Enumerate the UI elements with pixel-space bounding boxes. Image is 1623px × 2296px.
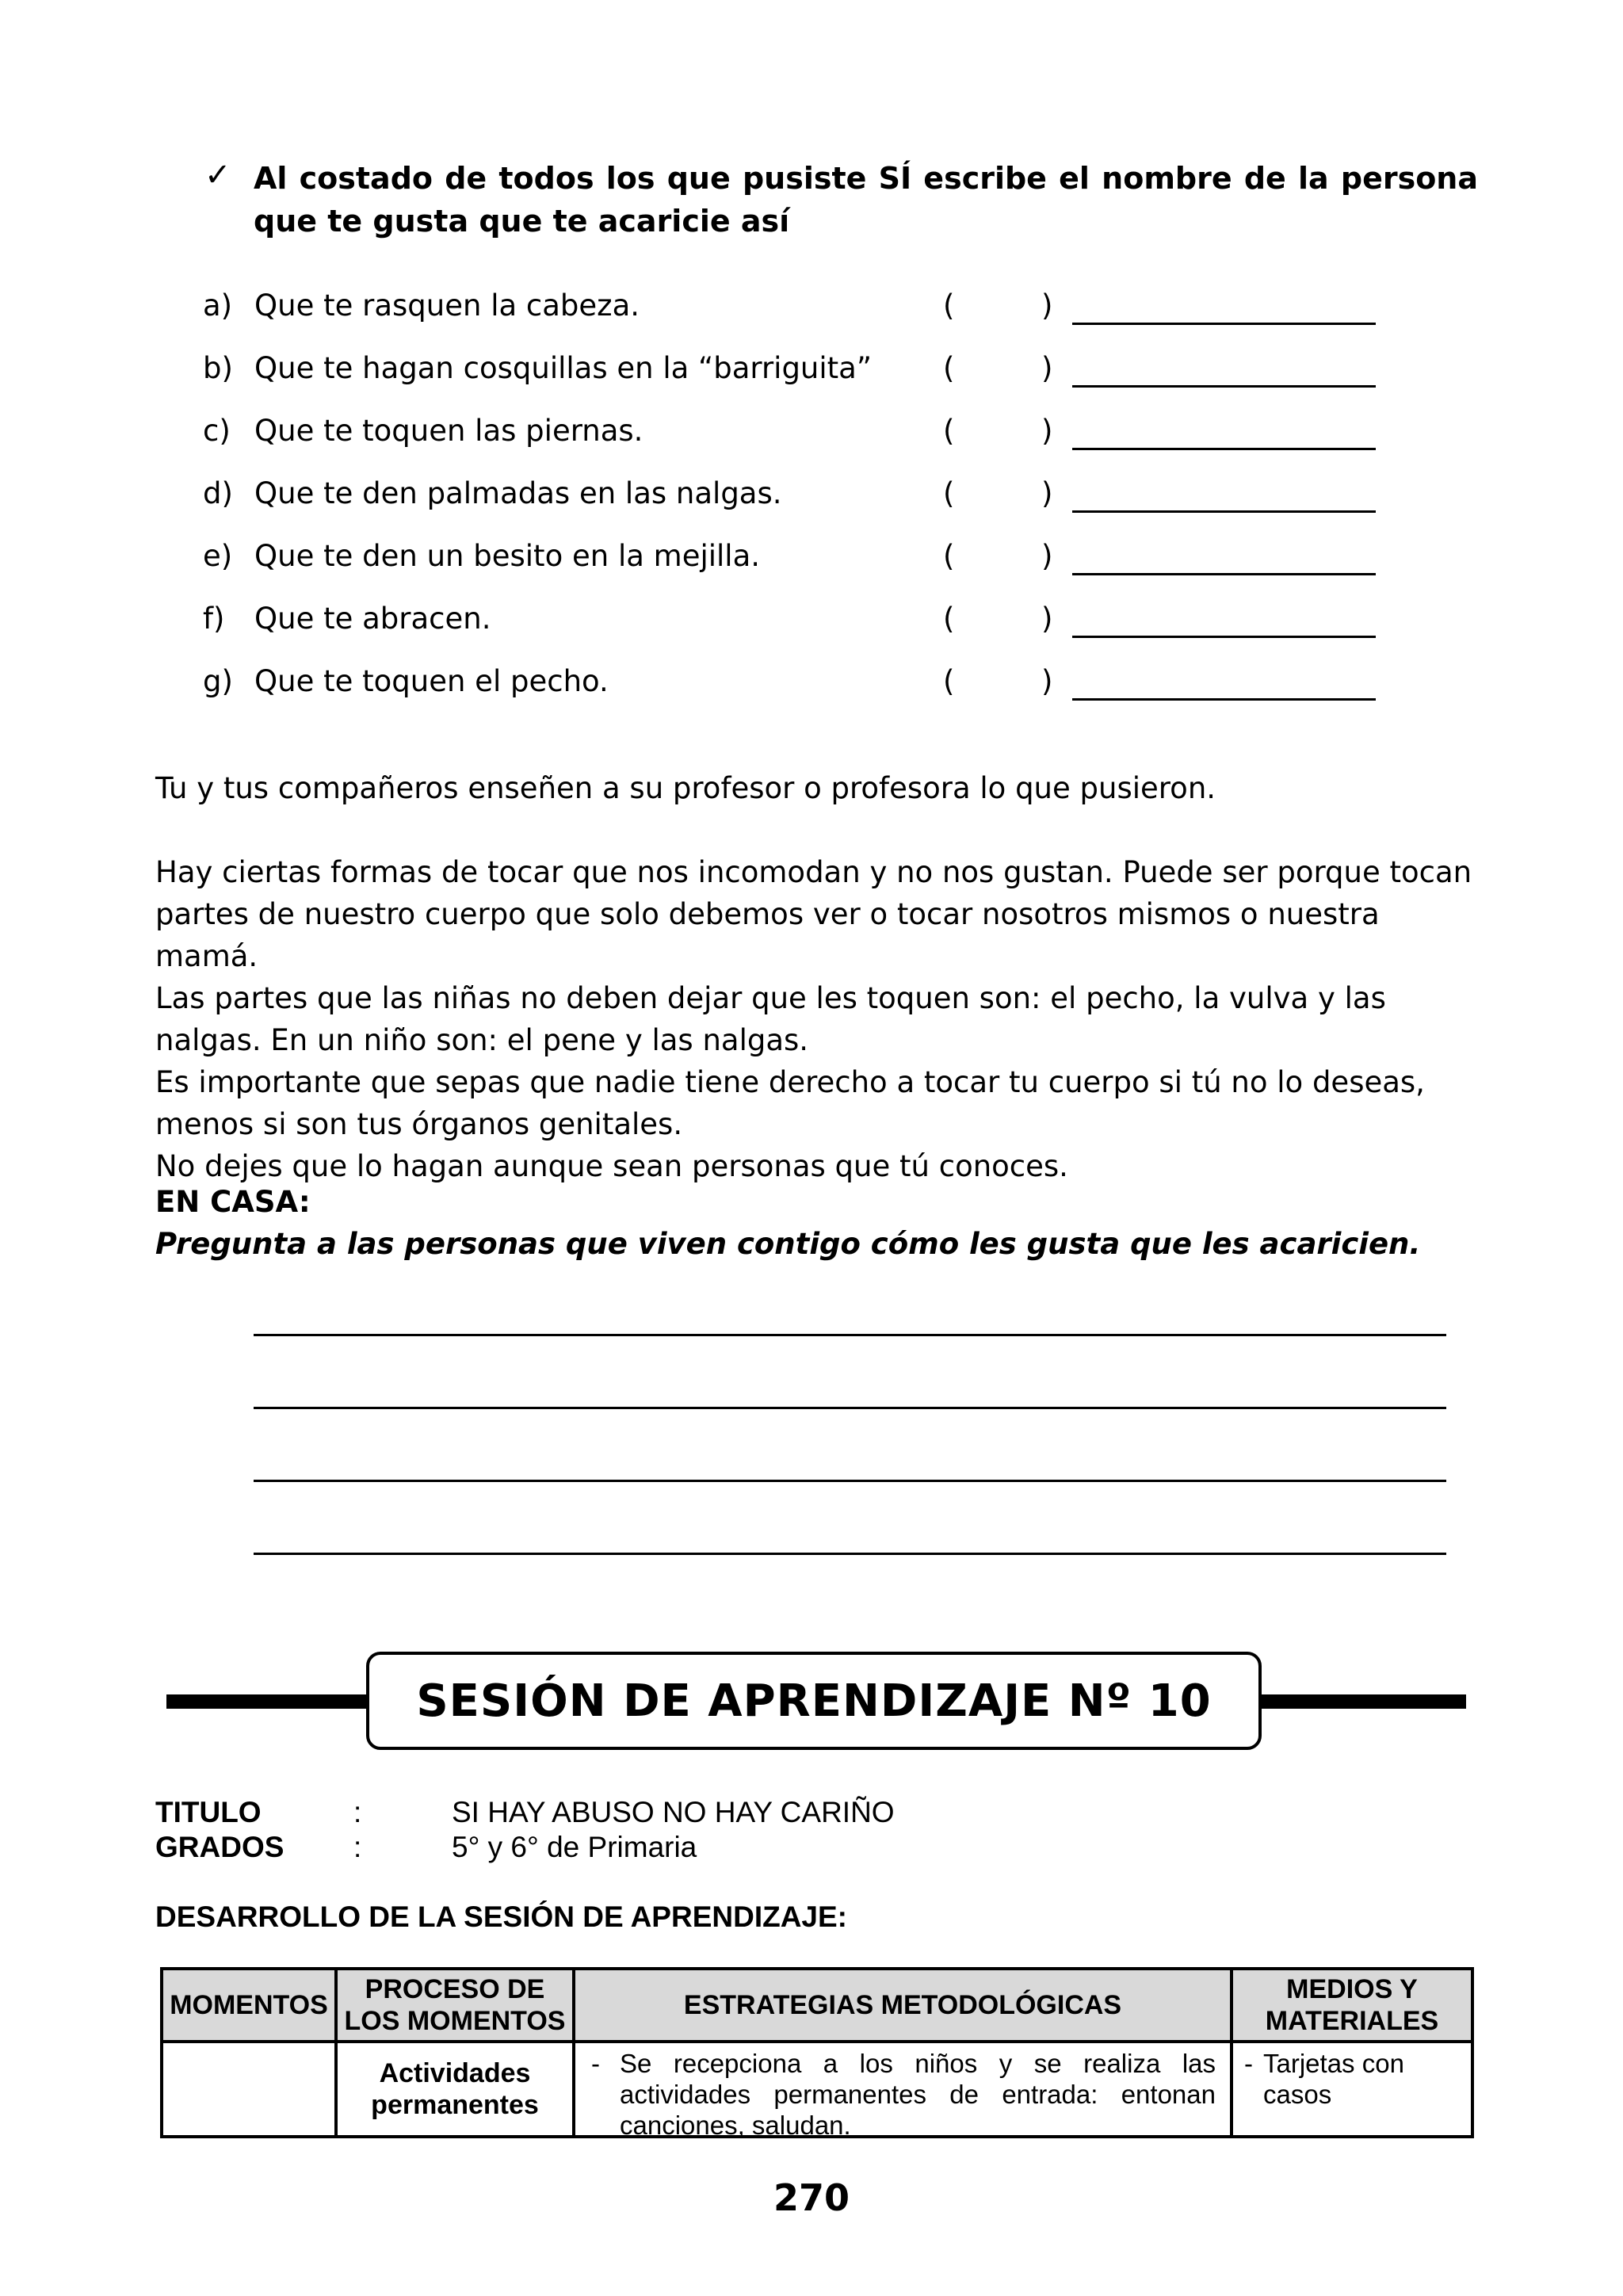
item-text: Que te toquen las piernas. <box>254 414 643 448</box>
cell-proceso <box>334 2043 575 2138</box>
list-item <box>203 476 1392 524</box>
medios-text: Tarjetas con casos <box>1263 2049 1404 2109</box>
bullet-dash: - <box>1244 2049 1253 2078</box>
cell-medios <box>1230 2043 1474 2138</box>
writing-line[interactable] <box>254 1407 1446 1409</box>
paren-close: ) <box>1041 351 1053 385</box>
home-question: Pregunta a las personas que viven contigo cómo les gusta que les acaricien. <box>155 1227 1421 1261</box>
explanation-line: No dejes que lo hagan aunque sean personas que tú conoces. <box>155 1149 1068 1183</box>
paren-close: ) <box>1041 414 1053 448</box>
paren-close: ) <box>1041 476 1053 510</box>
paren-open: ( <box>943 664 955 698</box>
session-banner <box>366 1652 1262 1750</box>
answer-line[interactable] <box>1072 698 1376 701</box>
paren-close: ) <box>1041 288 1053 323</box>
share-instruction: Tu y tus compañeros enseñen a su profesor o profesora lo que pusieron. <box>155 771 1216 805</box>
answer-line[interactable] <box>1072 448 1376 450</box>
list-item <box>203 414 1392 461</box>
list-item <box>203 288 1392 336</box>
banner-rule-right <box>1258 1694 1466 1709</box>
writing-line[interactable] <box>254 1480 1446 1482</box>
item-text: Que te toquen el pecho. <box>254 664 609 698</box>
bullet-dash: - <box>591 2049 600 2078</box>
header-label: MEDIOS Y MATERIALES <box>1265 1974 1439 2036</box>
grados-label: GRADOS <box>155 1831 285 1863</box>
paren-open: ( <box>943 351 955 385</box>
session-table <box>160 1967 1474 2140</box>
answer-line[interactable] <box>1072 510 1376 513</box>
item-letter: d) <box>203 476 233 510</box>
paren-close: ) <box>1041 539 1053 573</box>
writing-line[interactable] <box>254 1553 1446 1555</box>
answer-line[interactable] <box>1072 636 1376 638</box>
paren-close: ) <box>1041 602 1053 636</box>
list-item <box>203 539 1392 586</box>
titulo-colon: : <box>353 1796 362 1828</box>
writing-line[interactable] <box>254 1334 1446 1336</box>
grados-value: 5° y 6° de Primaria <box>452 1831 697 1863</box>
paren-open: ( <box>943 476 955 510</box>
banner-rule-left <box>166 1694 369 1709</box>
page-number: 270 <box>773 2176 850 2219</box>
cell-momento <box>160 2043 338 2138</box>
answer-line[interactable] <box>1072 573 1376 575</box>
item-letter: c) <box>203 414 231 448</box>
answer-line[interactable] <box>1072 385 1376 388</box>
development-title: DESARROLLO DE LA SESIÓN DE APRENDIZAJE: <box>155 1901 848 1933</box>
list-item <box>203 602 1392 649</box>
paren-open: ( <box>943 288 955 323</box>
paren-open: ( <box>943 414 955 448</box>
list-item <box>203 664 1392 712</box>
header-label: MOMENTOS <box>170 1990 328 2020</box>
header-label: PROCESO DE LOS MOMENTOS <box>344 1974 566 2036</box>
instruction-text: Al costado de todos los que pusiste SÍ escribe el nombre de la persona que te gusta que te acaricie así <box>254 161 1478 239</box>
session-title: SESIÓN DE APRENDIZAJE Nº 10 <box>416 1675 1212 1727</box>
header-estrategias <box>572 1967 1233 2043</box>
estrategia-text: Se recepciona a los niños y se realiza las actividades permanentes de entrada: entonan canciones, saludan. <box>620 2049 1216 2140</box>
item-letter: b) <box>203 351 233 385</box>
item-text: Que te abracen. <box>254 602 491 636</box>
proceso-text: Actividades permanentes <box>371 2058 539 2120</box>
header-label: ESTRATEGIAS METODOLÓGICAS <box>683 1990 1122 2020</box>
item-text: Que te den un besito en la mejilla. <box>254 539 761 573</box>
header-medios <box>1230 1967 1474 2043</box>
list-item <box>203 351 1392 399</box>
item-text: Que te hagan cosquillas en la “barriguita” <box>254 351 873 385</box>
titulo-label: TITULO <box>155 1796 262 1828</box>
item-text: Que te den palmadas en las nalgas. <box>254 476 782 510</box>
header-proceso <box>334 1967 575 2043</box>
item-letter: a) <box>203 288 233 323</box>
explanation-line: Es importante que sepas que nadie tiene derecho a tocar tu cuerpo si tú no lo deseas, menos si son tus órganos genitales. <box>155 1065 1425 1141</box>
paren-open: ( <box>943 602 955 636</box>
item-letter: e) <box>203 539 233 573</box>
answer-line[interactable] <box>1072 323 1376 325</box>
paren-open: ( <box>943 539 955 573</box>
header-momentos <box>160 1967 338 2043</box>
explanation-line: Hay ciertas formas de tocar que nos incomodan y no nos gustan. Puede ser porque tocan partes de nuestro cuerpo que solo debemos ver o tocar nosotros mismos o nuestra mamá. <box>155 855 1472 973</box>
checkmark-icon: ✓ <box>204 157 231 193</box>
titulo-value: SI HAY ABUSO NO HAY CARIÑO <box>452 1796 895 1828</box>
grados-colon: : <box>353 1831 362 1863</box>
home-title: EN CASA: <box>155 1185 311 1219</box>
explanation-paragraph <box>155 851 1479 1187</box>
item-letter: f) <box>203 602 225 636</box>
explanation-line: Las partes que las niñas no deben dejar que les toquen son: el pecho, la vulva y las nalgas. En un niño son: el pene y las nalgas. <box>155 981 1386 1057</box>
item-letter: g) <box>203 664 233 698</box>
paren-close: ) <box>1041 664 1053 698</box>
cell-estrategia <box>572 2043 1233 2138</box>
item-text: Que te rasquen la cabeza. <box>254 288 640 323</box>
